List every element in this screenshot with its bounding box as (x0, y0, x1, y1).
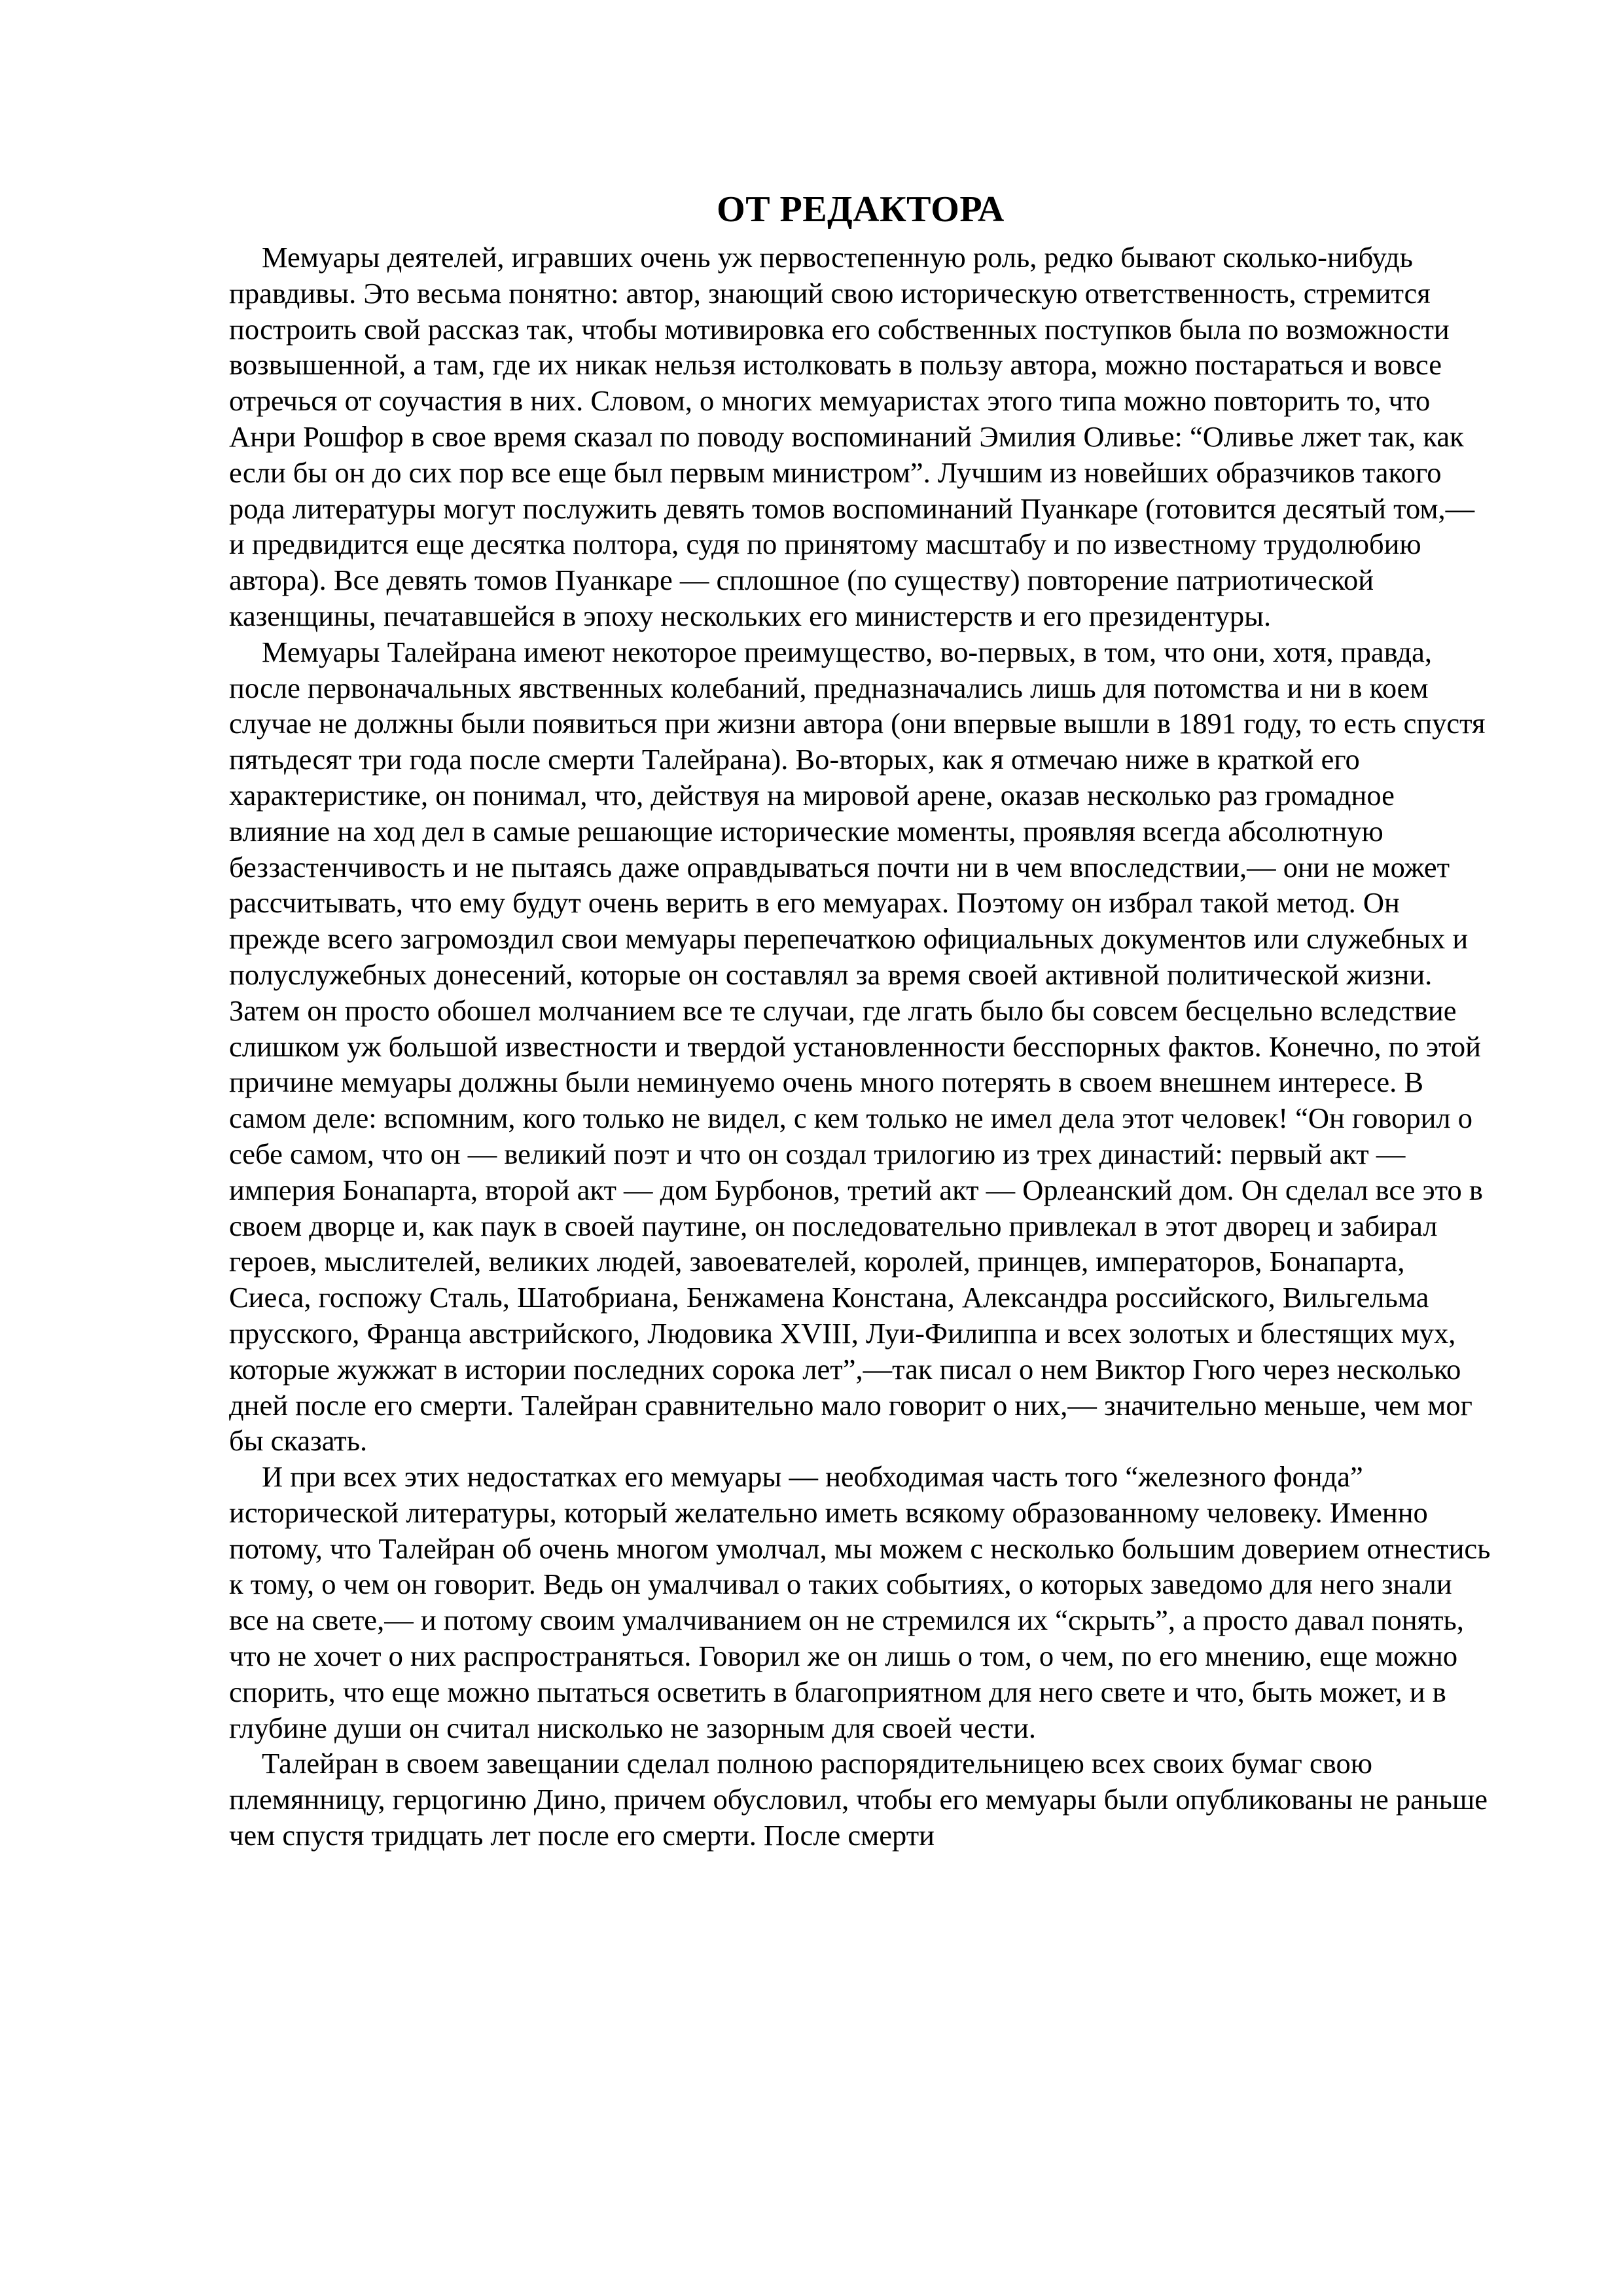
document-page (229, 183, 1492, 1854)
paragraph-1: Мемуары деятелей, игравших очень уж первостепенную роль, редко бывают сколько-нибудь правдивы. Это весьма понятно: автор, знающий свою историческую ответственность, стремится построить свой рассказ так, чтобы мотивировка его собственных поступков была по возможности возвышенной, а там, где их никак нельзя истолковать в пользу автора, можно постараться и вовсе отречься от соучастия в них. Словом, о многих мемуаристах этого типа можно повторить то, что Анри Рошфор в свое время сказал по поводу воспоминаний Эмилия Оливье: “Оливье лжет так, как если бы он до сих пор все еще был первым министром”. Лучшим из новейших образчиков такого рода литературы могут послужить девять томов воспоминаний Пуанкаре (готовится десятый том,— и предвидится еще десятка полтора, судя по принятому масштабу и по известному трудолюбию автора). Все девять томов Пуанкаре — сплошное (по существу) повторение патриотической казенщины, печатавшейся в эпоху нескольких его министерств и его президентуры. (229, 241, 1475, 632)
paragraph-4: Талейран в своем завещании сделал полною распорядительницею всех своих бумаг свою племянницу, герцогиню Дино, причем обусловил, чтобы его мемуары были опубликованы не раньше чем спустя тридцать лет после его смерти. После смерти (229, 1747, 1488, 1852)
paragraph-2: Мемуары Талейрана имеют некоторое преимущество, во-первых, в том, что они, хотя, правда, после первоначальных явственных колебаний, предназначались лишь для потомства и ни в коем случае не должны были появиться при жизни автора (они впервые вышли в 1891 году, то есть спустя пятьдесят три года после смерти Талейрана). Во-вторых, как я отмечаю ниже в краткой его характеристике, он понимал, что, действуя на мировой арене, оказав несколько раз громадное влияние на ход дел в самые решающие исторические моменты, проявляя всегда абсолютную беззастенчивость и не пытаясь даже оправдываться почти ни в чем впоследствии,— они не может рассчитывать, что ему будут очень верить в его мемуарах. Поэтому он избрал такой метод. Он прежде всего загромоздил свои мемуары перепечаткою официальных документов или служебных и полуслужебных донесений, которые он составлял за время своей активной политической жизни. Затем он просто обошел молчанием все те случаи, где лгать было бы совсем бесцельно вследствие слишком уж большой известности и твердой установленности бесспорных фактов. Конечно, по этой причине мемуары должны были неминуемо очень много потерять в своем внешнем интересе. В самом деле: вспомним, кого только не видел, с кем только не имел дела этот человек! “Он говорил о себе самом, что он — великий поэт и что он создал трилогию из трех династий: первый акт — империя Бонапарта, второй акт — дом Бурбонов, третий акт — Орлеанский дом. Он сделал все это в своем дворце и, как паук в своей паутине, он последовательно привлекал в этот дворец и забирал героев, мыслителей, великих людей, завоевателей, королей, принцев, императоров, Бонапарта, Сиеса, госпожу Сталь, Шатобриана, Бенжамена Констана, Александра российского, Вильгельма прусского, Франца австрийского, Людовика XVIII, Луи-Филиппа и всех золотых и блестящих мух, которые жужжат в истории последних сорока лет”,—так писал о нем Виктор Гюго через несколько дней после его смерти. Талейран сравнительно мало говорит о них,— значительно меньше, чем мог бы сказать. (229, 635, 1486, 1458)
paragraph-3: И при всех этих недостатках его мемуары — необходимая часть того “железного фонда” исторической литературы, который желательно иметь всякому образованному человеку. Именно потому, что Талейран об очень многом умолчал, мы можем с несколько большим доверием отнестись к тому, о чем он говорит. Ведь он умалчивал о таких событиях, о которых заведомо для него знали все на свете,— и потому своим умалчиванием он не стремился их “скрыть”, а просто давал понять, что не хочет о них распространяться. Говорил же он лишь о том, о чем, по его мнению, еще можно спорить, что еще можно пытаться осветить в благоприятном для него свете и что, быть может, и в глубине души он считал нисколько не зазорным для своей чести. (229, 1460, 1491, 1744)
page-title: ОТ РЕДАКТОРА (717, 189, 1005, 230)
